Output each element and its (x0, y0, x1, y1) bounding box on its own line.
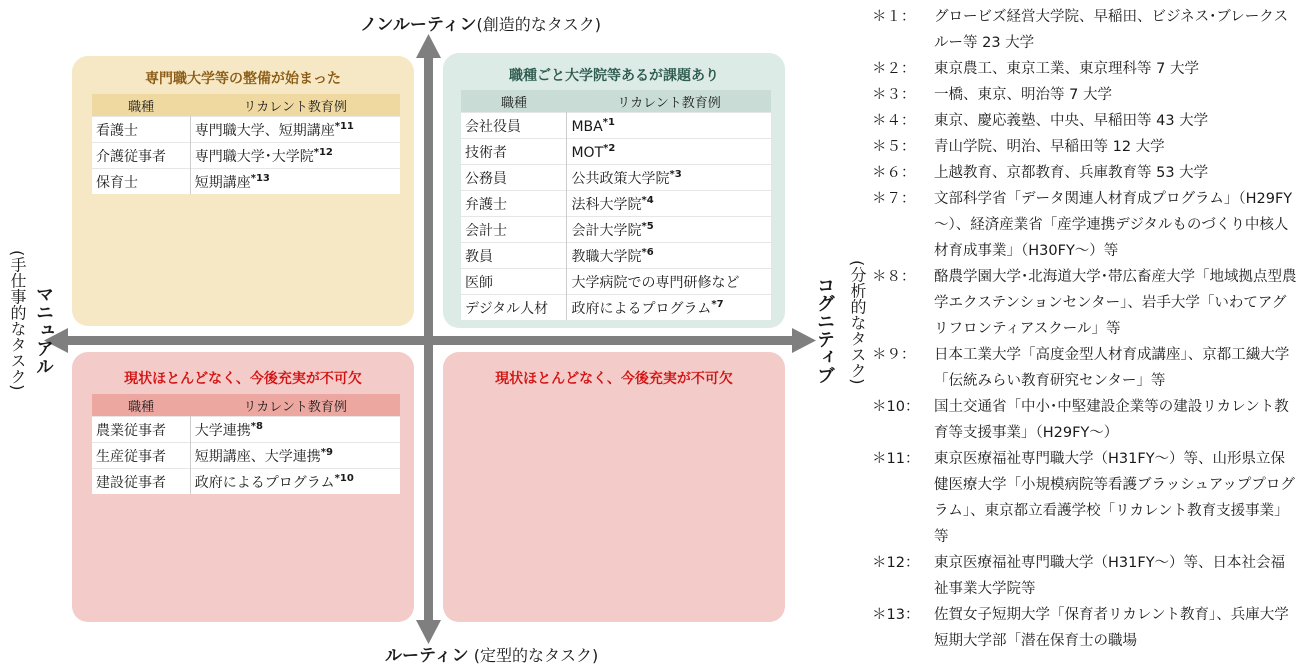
footnote-ref: *5 (641, 220, 654, 232)
footnote-ref: *1 (602, 116, 615, 128)
footnote-text: 一橋、東京、明治等 7 大学 (934, 87, 1112, 103)
job-cell: 会計士 (461, 217, 567, 243)
example-cell: 短期講座、大学連携$^{*9}$ (190, 443, 400, 469)
footnote-mark: ＊５： (872, 139, 916, 155)
footnote-text: 東京医療福祉専門職大学（H31FY～）等、山形県立保健医療大学「小規模病院等看護ブラッシュアッププログラム」、東京都立看護学校「リカレント教育支援事業」等 (934, 451, 1295, 545)
example-cell: 短期講座$^{*13}$ (190, 169, 400, 195)
footnote-ref: *9 (320, 446, 333, 458)
footnote-item (872, 342, 1297, 394)
header-example: リカレント教育例 (567, 90, 771, 113)
footnote-ref: *6 (641, 246, 654, 258)
job-cell: 生産従事者 (92, 443, 190, 469)
axis-title: ルーティン (385, 646, 469, 666)
axis-subtitle: (定型的なタスク) (473, 646, 599, 665)
axis-label-bottom (385, 641, 598, 666)
job-cell: 建設従事者 (92, 469, 190, 495)
footnote-text: 上越教育、京都教育、兵庫教育等 53 大学 (934, 165, 1209, 181)
footnote-item (872, 134, 1297, 160)
footnote-text: 国土交通省「中小･中堅建設企業等の建設リカレント教育等支援事業」（H29FY～） (934, 399, 1289, 441)
footnote-ref: *13 (250, 172, 270, 184)
footnote-text: 酪農学園大学･北海道大学･帯広畜産大学「地域拠点型農学エクステンションセンター」、岩手大学「いわてアグリフロンティアスクール」等 (934, 269, 1297, 337)
example-cell: 専門職大学、短期講座$^{*11}$ (190, 117, 400, 143)
footnote-text: グロービズ経営大学院、早稲田、ビジネス･ブレークスルー等 23 大学 (934, 9, 1289, 51)
job-cell: デジタル人材 (461, 295, 567, 321)
footnote-text: 日本工業大学「高度金型人材育成講座」、京都工繊大学「伝統みらい教育研究センター」等 (934, 347, 1290, 389)
job-cell: 公務員 (461, 165, 567, 191)
footnote-item (872, 108, 1297, 134)
example-cell: 大学病院での専門研修など (567, 269, 771, 295)
header-job: 職種 (92, 394, 190, 417)
job-cell: 弁護士 (461, 191, 567, 217)
footnote-item (872, 56, 1297, 82)
quadrant-title: 専門職大学等の整備が始まった (145, 71, 341, 87)
job-cell: 教員 (461, 243, 567, 269)
footnote-ref: *7 (711, 298, 724, 310)
job-cell: 介護従事者 (92, 143, 190, 169)
example-cell: 公共政策大学院$^{*3}$ (567, 165, 771, 191)
job-cell: 看護士 (92, 117, 190, 143)
footnote-item (872, 160, 1297, 186)
example-cell: 専門職大学･大学院$^{*12}$ (190, 143, 400, 169)
footnote-mark: ＊３： (872, 87, 916, 103)
footnote-item (872, 4, 1297, 56)
quadrant-title: 職種ごと大学院等あるが課題あり (509, 68, 719, 84)
footnote-mark: ＊８： (872, 269, 916, 285)
footnote-ref: *4 (641, 194, 654, 206)
footnote-text: 文部科学省「データ関連人材育成プログラム」（H29FY～）、経済産業省「産学連携デジタルものづくり中核人材育成事業」（H30FY～）等 (934, 191, 1293, 259)
axis-subtitle: (創造的なタスク) (476, 15, 602, 34)
footnote-mark: ＊４： (872, 113, 916, 129)
footnote-item (872, 550, 1297, 602)
footnote-mark: ＊10： (872, 399, 920, 415)
footnote-mark: ＊11： (872, 451, 920, 467)
footnote-ref: *11 (334, 120, 354, 132)
footnote-text: 東京農工、東京工業、東京理科等 7 大学 (934, 61, 1199, 77)
example-cell: 法科大学院$^{*4}$ (567, 191, 771, 217)
axis-subtitle-left: (手仕事的なタスク) (8, 250, 27, 391)
example-cell: MOT$^{*2}$ (567, 139, 771, 165)
job-cell: 技術者 (461, 139, 567, 165)
footnote-mark: ＊７： (872, 191, 916, 207)
footnote-text: 佐賀女子短期大学「保育者リカレント教育」、兵庫大学短期大学部「潜在保育士の職場 (934, 607, 1289, 649)
axis-subtitle-right: (分析的なタスク) (848, 260, 867, 385)
footnote-item (872, 602, 1297, 654)
footnote-ref: *2 (603, 142, 616, 154)
footnotes (872, 4, 1297, 654)
footnote-ref: *8 (250, 420, 263, 432)
axis-title: ノンルーティン (360, 15, 477, 35)
footnote-mark: ＊１： (872, 9, 916, 25)
footnote-item (872, 82, 1297, 108)
footnote-text: 青山学院、明治、早稲田等 12 大学 (934, 139, 1165, 155)
quadrant-title: 現状ほとんどなく、今後充実が不可欠 (495, 371, 733, 387)
footnote-mark: ＊６： (872, 165, 916, 181)
example-cell: 大学連携$^{*8}$ (190, 417, 400, 443)
footnote-ref: *10 (334, 472, 354, 484)
job-cell: 会社役員 (461, 113, 567, 139)
example-cell: 会計大学院$^{*5}$ (567, 217, 771, 243)
header-job: 職種 (461, 90, 567, 113)
footnote-item (872, 394, 1297, 446)
quadrant-title: 現状ほとんどなく、今後充実が不可欠 (124, 371, 362, 387)
footnote-item (872, 264, 1297, 342)
example-cell: 教職大学院$^{*6}$ (567, 243, 771, 269)
footnote-text: 東京医療福祉専門職大学（H31FY～）等、日本社会福祉事業大学院等 (934, 555, 1286, 597)
footnote-mark: ＊２： (872, 61, 916, 77)
header-example: リカレント教育例 (190, 394, 400, 417)
footnote-mark: ＊９： (872, 347, 916, 363)
example-cell: 政府によるプログラム$^{*7}$ (567, 295, 771, 321)
footnote-text: 東京、慶応義塾、中央、早稲田等 43 大学 (934, 113, 1209, 129)
axis-title-right: コグニティブ (814, 276, 835, 384)
job-cell: 農業従事者 (92, 417, 190, 443)
footnote-mark: ＊12： (872, 555, 920, 571)
footnote-mark: ＊13： (872, 607, 920, 623)
example-cell: MBA$^{*1}$ (567, 113, 771, 139)
example-cell: 政府によるプログラム$^{*10}$ (190, 469, 400, 495)
footnote-item (872, 186, 1297, 264)
footnote-item (872, 446, 1297, 550)
footnote-ref: *3 (669, 168, 682, 180)
header-example: リカレント教育例 (190, 94, 400, 117)
footnote-ref: *12 (313, 146, 333, 158)
axis-title-left: マニュアル (33, 285, 54, 375)
job-cell: 医師 (461, 269, 567, 295)
header-job: 職種 (92, 94, 190, 117)
job-cell: 保育士 (92, 169, 190, 195)
axis-label-top (360, 10, 601, 35)
